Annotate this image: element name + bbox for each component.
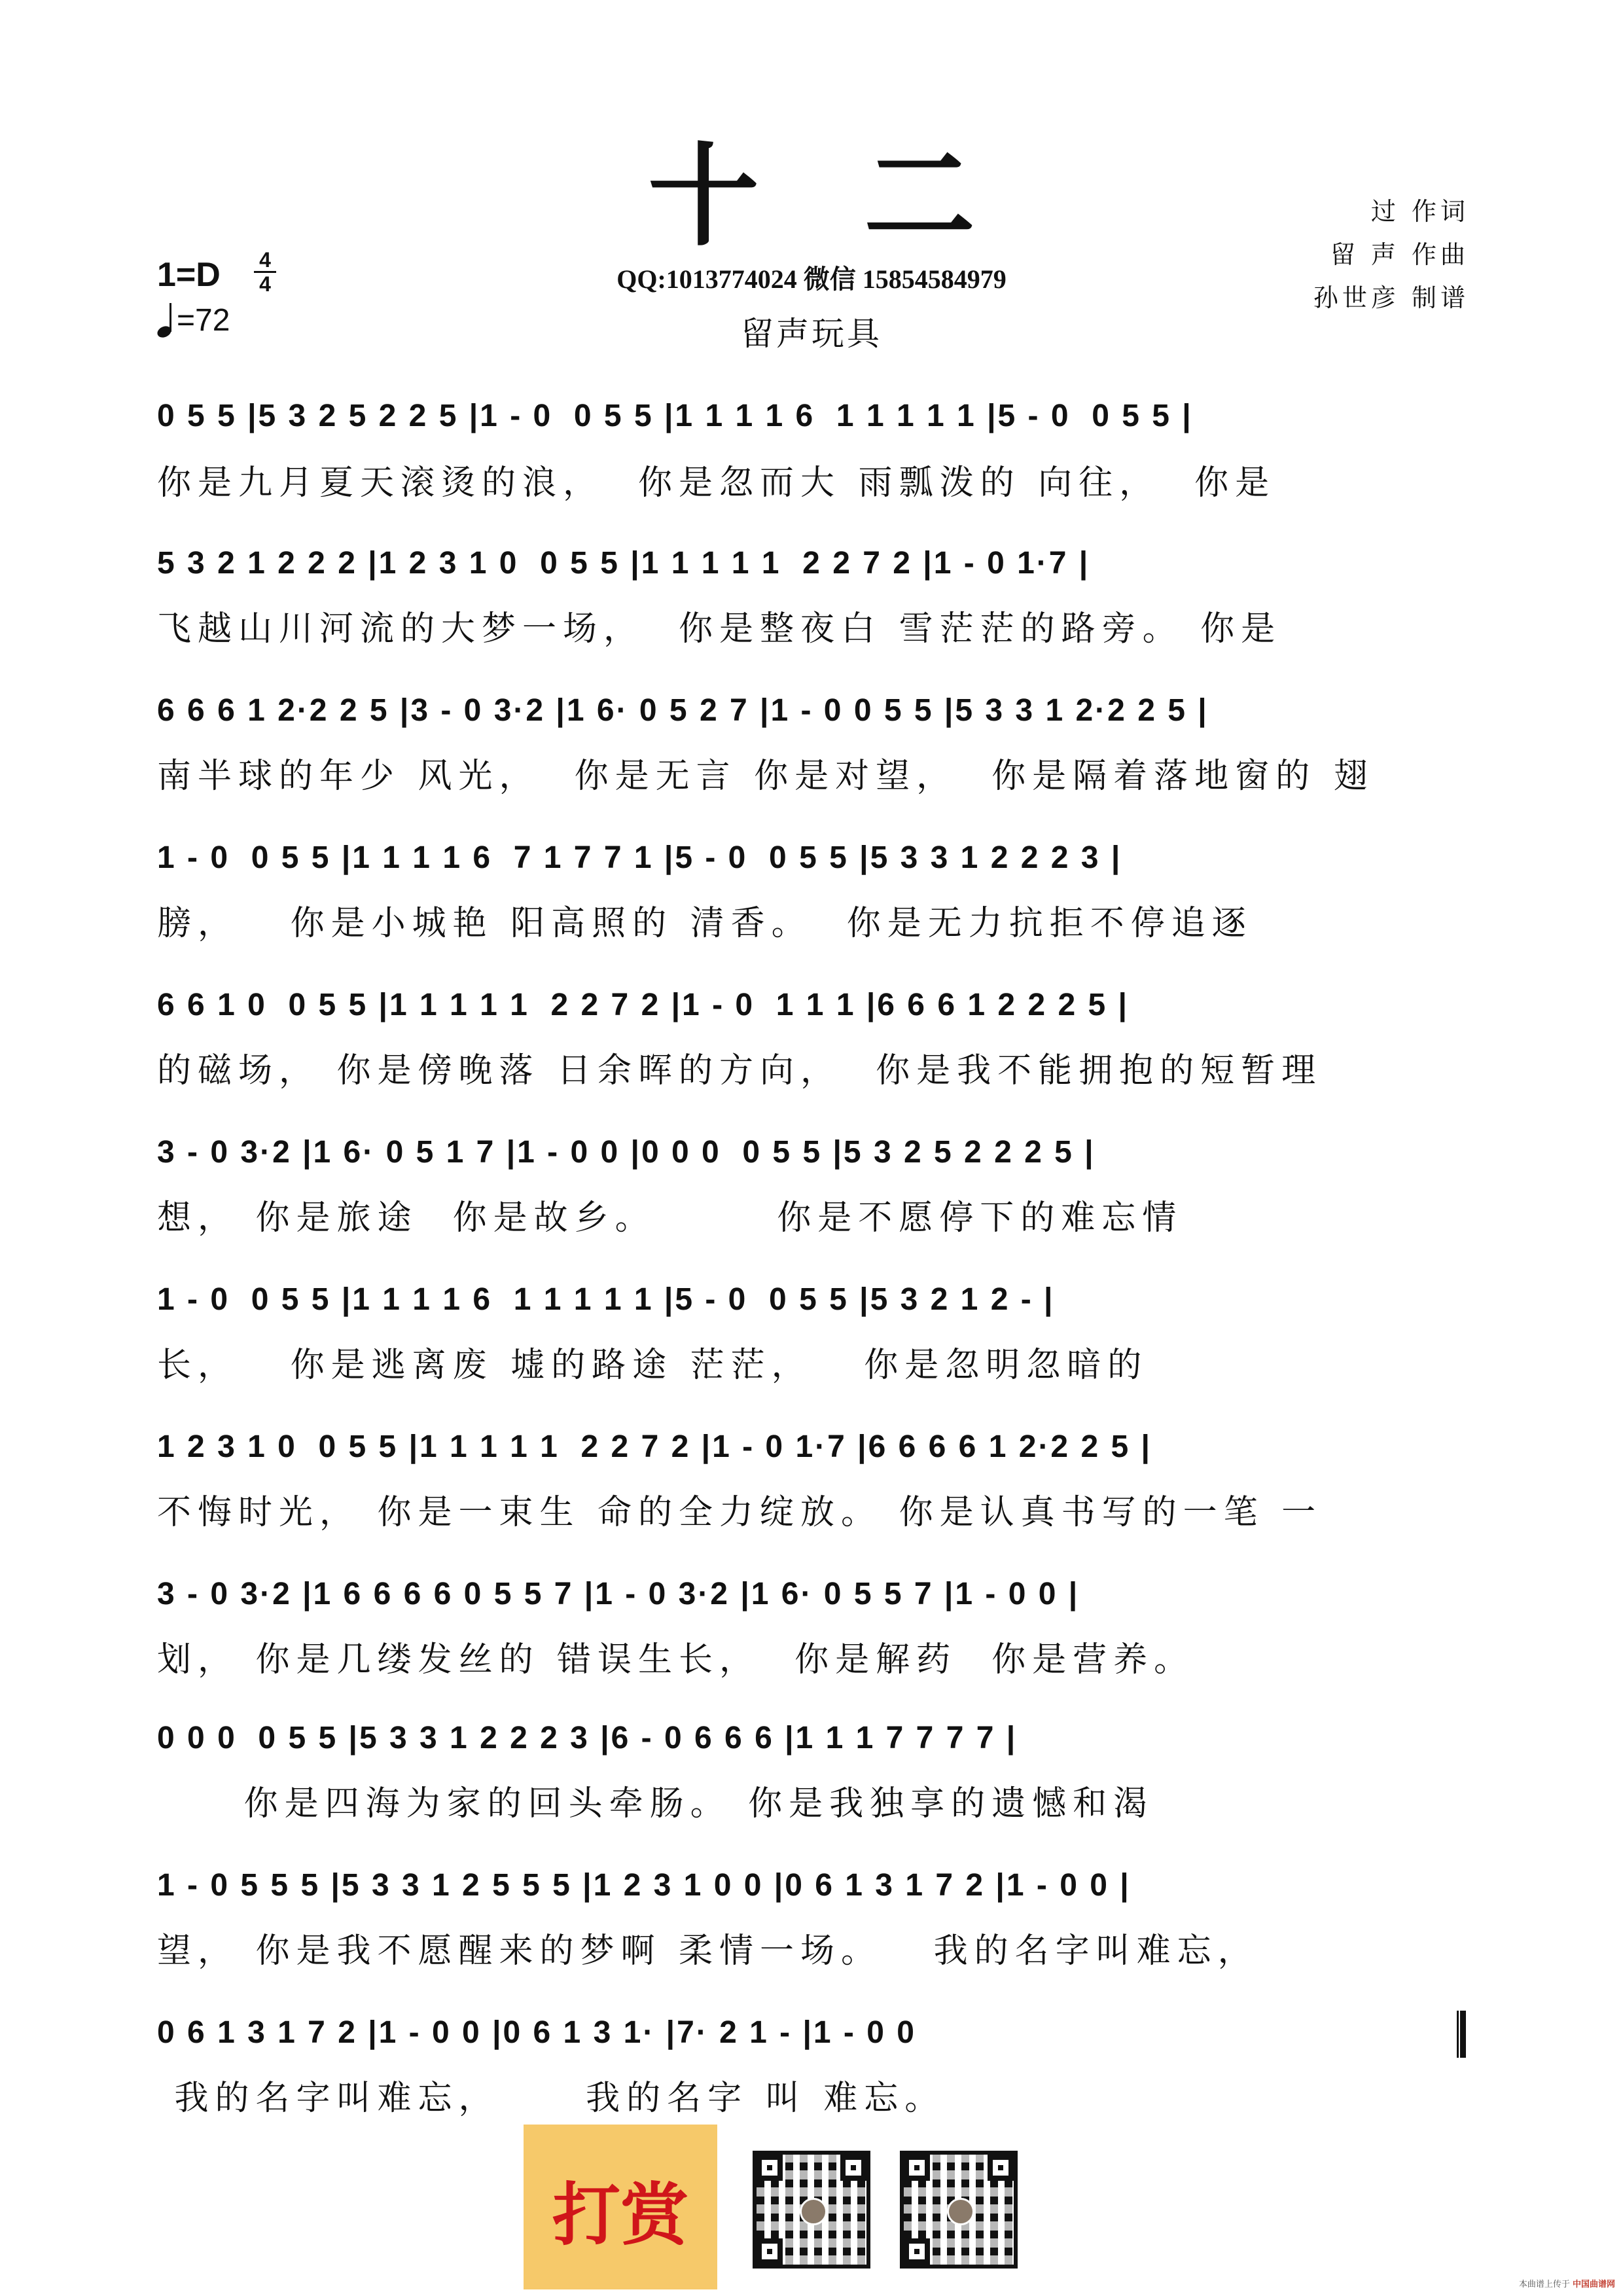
tip-label[interactable]: 打赏 xyxy=(552,2175,688,2255)
qr-code-icon xyxy=(753,2151,870,2269)
lyricist-credit: 过 作词 xyxy=(1370,197,1469,226)
lyrics-line: 飞越山川河流的大梦一场， 你是整夜白 雪茫茫的路旁。 你是 xyxy=(157,609,1282,649)
notes-line: 1 - 0 0 5 5 |1 1 1 1 6 7 1 7 7 1 |5 - 0 0 5 5 |5 3 3 1 2 2 2 3 | xyxy=(157,840,1122,875)
lyrics-line: 膀， 你是小城艳 阳高照的 清香。 你是无力抗拒不停追逐 xyxy=(157,904,1253,943)
lyrics-line: 的磁场， 你是傍晚落 日余晖的方向， 你是我不能拥抱的短暂理 xyxy=(157,1051,1323,1090)
final-barline xyxy=(1457,2011,1466,2058)
notes-line: 1 2 3 1 0 0 5 5 |1 1 1 1 1 2 2 7 2 |1 - 0 1·7 |6 6 6 6 1 2·2 2 5 | xyxy=(157,1429,1152,1464)
contact-info: QQ:1013774024 微信 15854584979 xyxy=(616,264,1007,294)
notes-line: 1 - 0 5 5 5 |5 3 3 1 2 5 5 5 |1 2 3 1 0 0 |0 6 1 3 1 7 2 |1 - 0 0 | xyxy=(157,1868,1131,1903)
lyrics-line: 你是九月夏天滚烫的浪， 你是忽而大 雨瓢泼的 向往， 你是 xyxy=(157,463,1276,503)
lyrics-line: 你是四海为家的回头牵肠。 你是我独享的遗憾和渴 xyxy=(157,1784,1154,1823)
site-watermark xyxy=(1519,2277,1615,2289)
credits xyxy=(1313,190,1469,319)
notes-line: 3 - 0 3·2 |1 6 6 6 6 0 5 5 7 |1 - 0 3·2 |1 6· 0 5 5 7 |1 - 0 0 | xyxy=(157,1577,1080,1611)
arranger-credit: 孙世彦 制谱 xyxy=(1313,283,1469,312)
time-signature xyxy=(254,249,276,295)
quarter-note-icon xyxy=(157,306,177,338)
notes-line: 0 5 5 |5 3 2 5 2 2 5 |1 - 0 0 5 5 |1 1 1 1 6 1 1 1 1 1 |5 - 0 0 5 5 | xyxy=(157,399,1193,433)
notes-line: 6 6 1 0 0 5 5 |1 1 1 1 1 2 2 7 2 |1 - 0 1 1 1 |6 6 6 1 2 2 2 5 | xyxy=(157,988,1129,1022)
song-title: 十二 xyxy=(647,131,1080,262)
composer-credit: 留 声 作曲 xyxy=(1330,240,1469,269)
watermark-prefix: 本曲谱上传于 xyxy=(1518,2280,1570,2289)
key-signature: 1=D xyxy=(157,256,221,294)
qr-code-icon xyxy=(900,2151,1018,2269)
notes-line: 3 - 0 3·2 |1 6· 0 5 1 7 |1 - 0 0 |0 0 0 0 5 5 |5 3 2 5 2 2 2 5 | xyxy=(157,1135,1096,1170)
tempo-marking xyxy=(157,302,230,338)
performer: 留声玩具 xyxy=(741,315,882,353)
notes-line: 0 0 0 0 5 5 |5 3 3 1 2 2 2 3 |6 - 0 6 6 6 |1 1 1 7 7 7 7 | xyxy=(157,1721,1018,1755)
time-signature-top: 4 xyxy=(259,248,271,272)
notes-line: 1 - 0 0 5 5 |1 1 1 1 6 1 1 1 1 1 |5 - 0 0 5 5 |5 3 2 1 2 - | xyxy=(157,1282,1055,1317)
lyrics-line: 南半球的年少 风光， 你是无言 你是对望， 你是隔着落地窗的 翅 xyxy=(157,757,1374,796)
lyrics-line: 我的名字叫难忘， 我的名字 叫 难忘。 xyxy=(157,2079,946,2118)
lyrics-line: 划， 你是几缕发丝的 错误生长， 你是解药 你是营养。 xyxy=(157,1640,1195,1679)
notes-line: 0 6 1 3 1 7 2 |1 - 0 0 |0 6 1 3 1· |7· 2 1 - |1 - 0 0 xyxy=(157,2015,916,2050)
lyrics-line: 长， 你是逃离废 墟的路途 茫茫， 你是忽明忽暗的 xyxy=(157,1346,1149,1385)
lyrics-line: 不悔时光， 你是一束生 命的全力绽放。 你是认真书写的一笔 一 xyxy=(157,1493,1323,1532)
lyrics-line: 想， 你是旅途 你是故乡。 你是不愿停下的难忘情 xyxy=(157,1198,1183,1238)
watermark-brand: 中国曲谱网 xyxy=(1572,2280,1615,2289)
time-signature-bottom: 4 xyxy=(254,271,276,295)
notes-line: 6 6 6 1 2·2 2 5 |3 - 0 3·2 |1 6· 0 5 2 7 |1 - 0 0 5 5 |5 3 3 1 2·2 2 5 | xyxy=(157,693,1209,728)
lyrics-line: 望， 你是我不愿醒来的梦啊 柔情一场。 我的名字叫难忘， xyxy=(157,1931,1258,1971)
tempo-value: =72 xyxy=(177,303,230,338)
notes-line: 5 3 2 1 2 2 2 |1 2 3 1 0 0 5 5 |1 1 1 1 1 2 2 7 2 |1 - 0 1·7 | xyxy=(157,546,1090,581)
